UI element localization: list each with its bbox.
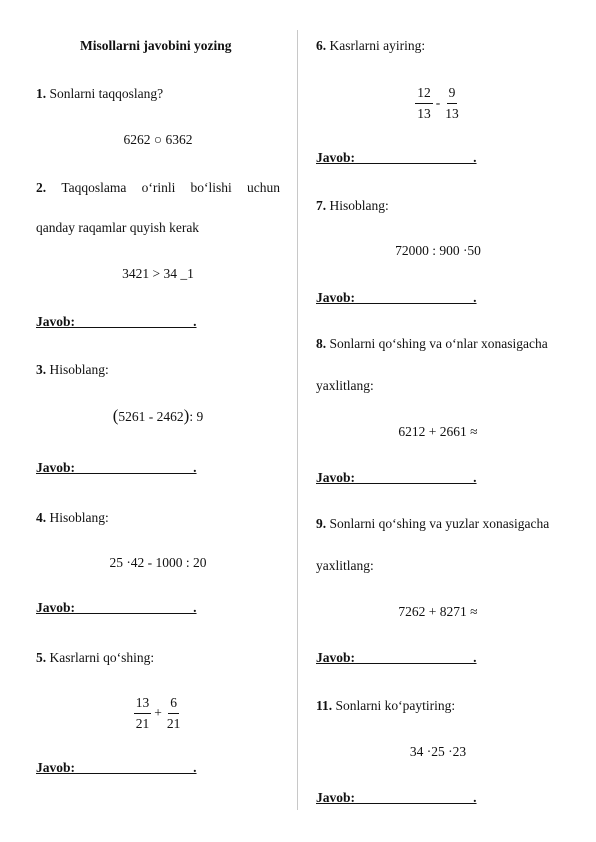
problem-6-expression	[316, 86, 560, 120]
problem-word: bo‘lishi	[190, 180, 232, 195]
problem-8-expression: 6212 + 2661 ≈	[398, 424, 478, 439]
answer-blank[interactable]: .	[355, 290, 477, 305]
numerator: 6	[168, 696, 179, 714]
problem-8-prompt	[316, 336, 548, 352]
problem-number: 2.	[36, 180, 47, 195]
denominator: 13	[417, 105, 431, 121]
answer-line	[36, 314, 197, 330]
answer-blank[interactable]: .	[75, 600, 197, 615]
problem-4-prompt	[36, 510, 109, 526]
answer-label: Javob:	[36, 314, 76, 329]
problem-7-expression: 72000 : 900 ·50	[395, 243, 481, 258]
problem-6-prompt	[316, 38, 425, 54]
problem-2-expression: 3421 > 34 _1	[122, 266, 194, 281]
answer-label: Javob:	[36, 760, 76, 775]
answer-line	[36, 460, 197, 476]
problem-5-prompt	[36, 650, 154, 666]
answer-label: Javob:	[316, 790, 356, 805]
problem-text: Kasrlarni qo‘shing:	[49, 650, 155, 665]
answer-label: Javob:	[316, 470, 356, 485]
problem-7-prompt	[316, 198, 389, 214]
problem-3-prompt	[36, 362, 109, 378]
problem-number: 1.	[36, 86, 47, 101]
problem-1-prompt	[36, 86, 163, 102]
fraction	[415, 86, 433, 120]
answer-line	[316, 470, 477, 486]
answer-blank[interactable]: .	[355, 470, 477, 485]
problem-word: o‘rinli	[141, 180, 176, 195]
answer-label: Javob:	[316, 290, 356, 305]
numerator: 13	[134, 696, 152, 714]
answer-line	[36, 760, 197, 776]
operator: +	[154, 705, 162, 720]
problem-number: 11.	[316, 698, 333, 713]
open-paren: (	[112, 406, 119, 425]
fraction	[165, 696, 183, 730]
problem-11-expression: 34 ·25 ·23	[409, 744, 467, 759]
problem-8-prompt-line2: yaxlitlang:	[316, 378, 374, 393]
expression-inner: 5261 - 2462	[118, 409, 184, 424]
answer-label: Javob:	[36, 460, 76, 475]
answer-blank[interactable]: .	[355, 650, 477, 665]
problem-5-expression	[36, 696, 280, 730]
answer-blank[interactable]: .	[75, 314, 197, 329]
close-paren: )	[183, 406, 190, 425]
answer-label: Javob:	[36, 600, 76, 615]
problem-number: 6.	[316, 38, 327, 53]
numerator: 12	[415, 86, 433, 104]
problem-number: 5.	[36, 650, 47, 665]
problem-text: Hisoblang:	[329, 198, 389, 213]
answer-blank[interactable]: .	[75, 460, 197, 475]
problem-4-expression: 25 ·42 - 1000 : 20	[109, 555, 207, 570]
fraction	[134, 696, 152, 730]
answer-label: Javob:	[316, 650, 356, 665]
page-title: Misollarni javobini yozing	[80, 38, 232, 53]
denominator: 21	[166, 715, 181, 731]
problem-number: 4.	[36, 510, 47, 525]
problem-2-prompt-line2: qanday raqamlar quyish kerak	[36, 220, 200, 235]
answer-line	[316, 150, 477, 166]
answer-label: Javob:	[316, 150, 356, 165]
answer-line	[316, 290, 477, 306]
problem-text: Sonlarni taqqoslang?	[49, 86, 164, 101]
problem-9-expression: 7262 + 8271 ≈	[398, 604, 478, 619]
problem-number: 7.	[316, 198, 327, 213]
column-divider	[297, 30, 298, 810]
problem-text: Hisoblang:	[49, 510, 109, 525]
problem-word: Taqqoslama	[61, 180, 127, 195]
operator: -	[435, 95, 441, 110]
answer-blank[interactable]: .	[355, 790, 477, 805]
expression-tail: : 9	[189, 409, 204, 424]
problem-9-prompt-line2: yaxlitlang:	[316, 558, 374, 573]
answer-blank[interactable]: .	[75, 760, 197, 775]
problem-11-prompt	[316, 698, 455, 714]
answer-blank[interactable]: .	[355, 150, 477, 165]
problem-text: Sonlarni qo‘shing va yuzlar xonasigacha	[329, 516, 550, 531]
problem-3-expression	[36, 406, 280, 426]
answer-line	[316, 650, 477, 666]
answer-line	[36, 600, 197, 616]
problem-text: Sonlarni ko‘paytiring:	[335, 698, 456, 713]
problem-1-expression: 6262 ○ 6362	[123, 132, 193, 147]
problem-9-prompt	[316, 516, 549, 532]
denominator: 21	[135, 715, 150, 731]
problem-text: Kasrlarni ayiring:	[329, 38, 426, 53]
problem-word: uchun	[247, 180, 280, 195]
answer-line	[316, 790, 477, 806]
problem-2-prompt-line1	[36, 180, 280, 196]
fraction	[443, 86, 461, 120]
denominator: 13	[445, 105, 459, 121]
problem-number: 8.	[316, 336, 327, 351]
problem-text: Hisoblang:	[49, 362, 109, 377]
problem-number: 9.	[316, 516, 327, 531]
problem-text: Sonlarni qo‘shing va o‘nlar xonasigacha	[329, 336, 548, 351]
numerator: 9	[447, 86, 458, 104]
problem-number: 3.	[36, 362, 47, 377]
